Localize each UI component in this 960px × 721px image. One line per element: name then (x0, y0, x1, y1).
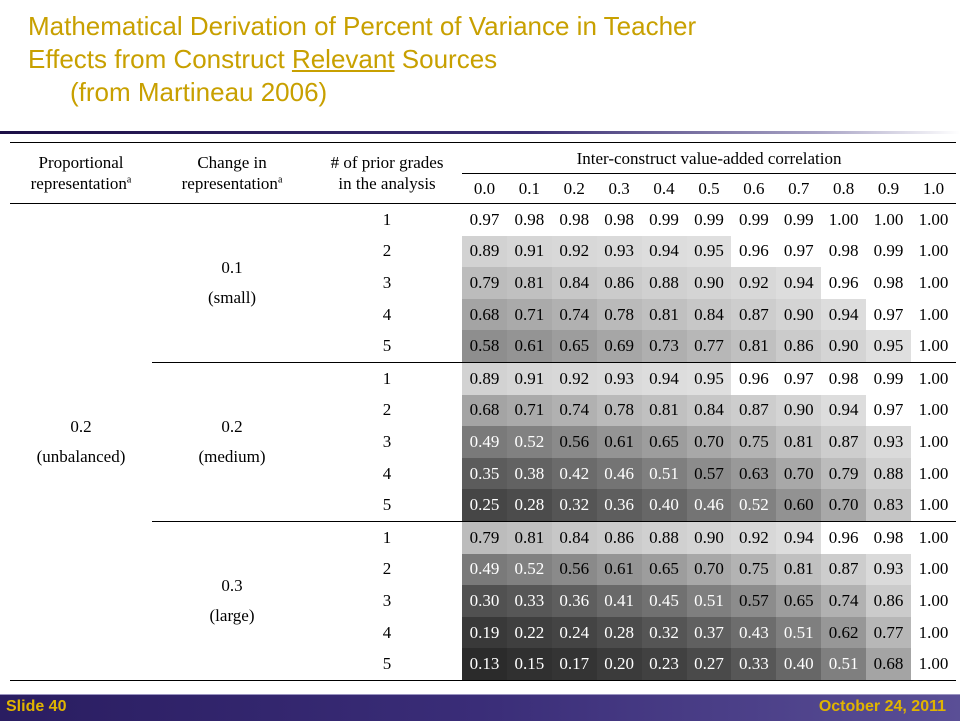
change-representation-cell (152, 362, 312, 521)
correlation-value-cell: 0.90 (776, 395, 821, 427)
correlation-value-cell: 0.84 (552, 267, 597, 299)
correlation-value-cell: 0.51 (776, 617, 821, 649)
correlation-value-cell: 0.93 (597, 362, 642, 394)
correlation-value-cell: 0.81 (731, 330, 776, 362)
correlation-value-cell: 0.24 (552, 617, 597, 649)
correlation-value-cell: 0.40 (776, 648, 821, 680)
correlation-value-cell: 0.90 (776, 299, 821, 331)
correlation-value-cell: 0.45 (642, 585, 687, 617)
correlation-value-cell: 0.36 (597, 489, 642, 521)
correlation-value-cell: 0.86 (866, 585, 911, 617)
correlation-value-cell: 0.94 (821, 395, 866, 427)
header-correlation-value: 0.5 (698, 179, 720, 198)
correlation-value-cell: 0.42 (552, 458, 597, 490)
correlation-value-cell: 0.79 (821, 458, 866, 490)
correlation-value-cell: 0.23 (642, 648, 687, 680)
correlation-value-cell: 1.00 (873, 209, 904, 229)
correlation-value-cell: 0.43 (731, 617, 776, 649)
correlation-value-cell: 0.33 (507, 585, 552, 617)
correlation-value-cell: 0.98 (559, 209, 590, 229)
correlation-value-cell: 0.36 (552, 585, 597, 617)
prior-grades-cell: 1 (312, 362, 462, 394)
correlation-value-cell: 0.94 (776, 267, 821, 299)
correlation-value-cell: 0.98 (828, 241, 859, 261)
correlation-value-cell: 0.99 (866, 362, 911, 394)
correlation-value-cell: 0.22 (507, 617, 552, 649)
header-correlation-value: 0.6 (743, 179, 765, 198)
correlation-value-cell: 0.77 (866, 617, 911, 649)
header-correlation-value: 0.4 (653, 179, 675, 198)
correlation-value-cell: 0.95 (687, 362, 732, 394)
correlation-value-cell: 0.90 (687, 267, 732, 299)
header-change-in-representation: Change in representation$^a$ (181, 153, 283, 193)
correlation-value-cell: 0.91 (507, 362, 552, 394)
correlation-value-cell: 0.70 (821, 489, 866, 521)
correlation-value-cell: 0.98 (514, 209, 545, 229)
correlation-value-cell: 0.49 (462, 426, 507, 458)
correlation-value-cell: 0.99 (694, 209, 724, 229)
correlation-value-cell: 0.75 (731, 426, 776, 458)
correlation-value-cell: 0.99 (649, 209, 679, 229)
change-value: 0.1 (221, 257, 243, 277)
correlation-value-cell: 1.00 (911, 362, 956, 394)
correlation-value-cell: 0.86 (776, 330, 821, 362)
correlation-value-cell: 0.96 (821, 521, 866, 553)
correlation-value-cell: 0.61 (597, 554, 642, 586)
proportional-value: 0.2 (70, 416, 92, 436)
correlation-value-cell: 0.63 (731, 458, 776, 490)
correlation-value-cell: 0.86 (597, 267, 642, 299)
title-citation: (from Martineau 2006) (70, 77, 328, 107)
correlation-value-cell: 0.49 (462, 554, 507, 586)
correlation-value-cell: 0.92 (552, 362, 597, 394)
prior-grades-cell: 4 (382, 304, 392, 324)
correlation-value-cell: 0.40 (642, 489, 687, 521)
correlation-value-cell: 1.00 (918, 209, 949, 229)
prior-grades-cell: 5 (382, 654, 392, 674)
correlation-value-cell: 0.92 (552, 236, 597, 268)
title-line-1: Mathematical Derivation of Percent of Variance in Teacher (28, 11, 697, 41)
header-correlation-value: 0.2 (563, 179, 585, 198)
correlation-value-cell: 0.93 (597, 236, 642, 268)
header-prior-grades: # of prior grades in the analysis (330, 153, 444, 193)
correlation-value-cell: 0.81 (507, 267, 552, 299)
correlation-value-cell: 0.69 (597, 330, 642, 362)
correlation-value-cell: 0.88 (642, 521, 687, 553)
correlation-value-cell: 0.46 (687, 489, 732, 521)
prior-grades-cell: 4 (382, 463, 392, 483)
title-divider (0, 131, 960, 134)
header-correlation-value: 0.1 (518, 179, 540, 198)
correlation-value-cell: 1.00 (918, 590, 949, 610)
correlation-value-cell: 0.51 (821, 648, 866, 680)
correlation-value-cell: 0.96 (738, 241, 769, 261)
correlation-value-cell: 1.00 (918, 622, 949, 642)
correlation-value-cell: 0.90 (687, 521, 732, 553)
correlation-value-cell: 0.70 (687, 554, 732, 586)
correlation-value-cell: 0.81 (507, 521, 552, 553)
correlation-value-cell: 0.94 (642, 362, 687, 394)
correlation-value-cell: 0.68 (462, 299, 507, 331)
correlation-value-cell: 0.91 (507, 236, 552, 268)
correlation-value-cell: 1.00 (918, 336, 949, 356)
correlation-value-cell: 0.74 (552, 299, 597, 331)
change-label: (large) (209, 605, 255, 625)
correlation-value-cell: 0.32 (642, 617, 687, 649)
title-line-2-start: Effects from Construct (28, 44, 292, 74)
correlation-value-cell: 0.68 (866, 648, 911, 680)
title-line-2 (28, 43, 928, 76)
correlation-value-cell: 1.00 (911, 521, 956, 553)
correlation-value-cell: 0.51 (642, 458, 687, 490)
correlation-value-cell: 1.00 (918, 304, 949, 324)
correlation-value-cell: 0.35 (462, 458, 507, 490)
correlation-value-cell: 0.38 (507, 458, 552, 490)
correlation-value-cell: 1.00 (918, 463, 949, 483)
correlation-value-cell: 0.46 (597, 458, 642, 490)
correlation-value-cell: 0.57 (731, 585, 776, 617)
change-value: 0.3 (221, 575, 243, 595)
correlation-value-cell: 0.56 (552, 554, 597, 586)
correlation-value-cell: 0.87 (731, 395, 776, 427)
correlation-value-cell: 0.79 (462, 267, 507, 299)
correlation-value-cell: 0.98 (866, 521, 911, 553)
correlation-value-cell: 0.74 (552, 395, 597, 427)
correlation-value-cell: 0.98 (604, 209, 635, 229)
header-correlation-value: 0.0 (473, 179, 496, 198)
correlation-value-cell: 0.97 (873, 304, 904, 324)
variance-table-container (10, 142, 956, 681)
correlation-value-cell: 0.81 (776, 554, 821, 586)
correlation-value-cell: 0.52 (731, 489, 776, 521)
prior-grades-cell: 2 (382, 241, 392, 261)
change-value: 0.2 (221, 416, 243, 436)
correlation-value-cell: 0.20 (597, 648, 642, 680)
correlation-value-cell: 0.95 (866, 330, 911, 362)
correlation-value-cell: 0.33 (731, 648, 776, 680)
correlation-value-cell: 0.97 (873, 400, 904, 420)
correlation-value-cell: 0.94 (821, 299, 866, 331)
correlation-value-cell: 0.88 (866, 458, 911, 490)
correlation-value-cell: 0.74 (821, 585, 866, 617)
prior-grades-cell: 1 (312, 521, 462, 553)
correlation-value-cell: 0.65 (642, 426, 687, 458)
correlation-value-cell: 0.93 (866, 554, 911, 586)
table-row (10, 204, 956, 236)
change-label: (small) (207, 287, 257, 307)
correlation-value-cell: 0.56 (552, 426, 597, 458)
slide-footer (0, 694, 960, 721)
correlation-value-cell: 0.87 (731, 299, 776, 331)
slide-date: October 24, 2011 (818, 698, 946, 715)
correlation-value-cell: 0.94 (642, 236, 687, 268)
correlation-value-cell: 0.81 (642, 395, 687, 427)
correlation-value-cell: 0.86 (597, 521, 642, 553)
correlation-value-cell: 0.78 (597, 299, 642, 331)
correlation-value-cell: 0.13 (462, 648, 507, 680)
correlation-value-cell: 0.32 (552, 489, 597, 521)
correlation-value-cell: 0.71 (507, 299, 552, 331)
correlation-value-cell: 0.96 (828, 272, 859, 292)
prior-grades-cell: 3 (382, 431, 392, 451)
correlation-value-cell: 0.51 (687, 585, 732, 617)
correlation-value-cell: 0.94 (776, 521, 821, 553)
correlation-value-cell: 0.77 (687, 330, 732, 362)
correlation-value-cell: 0.25 (462, 489, 507, 521)
table-header (10, 143, 956, 204)
correlation-value-cell: 0.89 (462, 362, 507, 394)
correlation-value-cell: 0.73 (642, 330, 687, 362)
prior-grades-cell: 1 (382, 209, 392, 229)
title-line-2-end: Sources (394, 44, 498, 74)
correlation-value-cell: 1.00 (918, 400, 949, 420)
correlation-value-cell: 0.57 (687, 458, 732, 490)
correlation-value-cell: 0.99 (873, 241, 904, 261)
title-underlined-word: Relevant (291, 44, 395, 74)
correlation-value-cell: 0.61 (597, 426, 642, 458)
correlation-value-cell: 0.97 (776, 362, 821, 394)
correlation-value-cell: 0.98 (821, 362, 866, 394)
correlation-value-cell: 0.28 (597, 617, 642, 649)
correlation-value-cell: 0.84 (552, 521, 597, 553)
correlation-value-cell: 0.78 (597, 395, 642, 427)
correlation-value-cell: 0.92 (731, 521, 776, 553)
prior-grades-cell: 4 (382, 622, 392, 642)
correlation-value-cell: 0.87 (821, 426, 866, 458)
correlation-value-cell: 0.84 (687, 395, 732, 427)
prior-grades-cell: 3 (382, 590, 392, 610)
correlation-value-cell: 0.89 (462, 236, 507, 268)
correlation-value-cell: 0.99 (783, 209, 814, 229)
correlation-value-cell: 0.97 (469, 209, 500, 229)
correlation-value-cell: 0.68 (462, 395, 507, 427)
correlation-value-cell: 0.84 (687, 299, 732, 331)
prior-grades-cell: 2 (382, 559, 392, 579)
correlation-value-cell: 0.58 (462, 330, 507, 362)
header-correlation-value: 1.0 (922, 179, 945, 198)
correlation-value-cell: 0.37 (687, 617, 732, 649)
correlation-value-cell: 1.00 (918, 559, 949, 579)
proportional-label: (unbalanced) (36, 446, 126, 466)
header-correlation-value: 0.8 (832, 179, 855, 198)
correlation-value-cell: 1.00 (828, 209, 859, 229)
correlation-value-cell: 1.00 (918, 431, 949, 451)
change-representation-cell (152, 204, 312, 363)
correlation-value-cell: 0.88 (642, 267, 687, 299)
correlation-value-cell: 1.00 (918, 654, 949, 674)
change-label: (medium) (198, 446, 266, 466)
variance-table (10, 142, 956, 681)
table-body (10, 204, 956, 681)
header-correlation-value: 0.7 (788, 179, 810, 198)
correlation-value-cell: 0.62 (821, 617, 866, 649)
correlation-value-cell: 0.60 (776, 489, 821, 521)
correlation-value-cell: 0.99 (738, 209, 769, 229)
correlation-value-cell: 0.96 (731, 362, 776, 394)
change-representation-cell (152, 521, 312, 680)
correlation-value-cell: 1.00 (918, 272, 949, 292)
correlation-value-cell: 0.98 (873, 272, 904, 292)
correlation-value-cell: 0.41 (597, 585, 642, 617)
header-correlation-value: 0.3 (608, 179, 630, 198)
correlation-value-cell: 0.30 (462, 585, 507, 617)
correlation-value-cell: 0.83 (866, 489, 911, 521)
proportional-representation-cell (10, 204, 152, 681)
correlation-value-cell: 0.15 (507, 648, 552, 680)
correlation-value-cell: 0.70 (776, 458, 821, 490)
correlation-value-cell: 0.87 (821, 554, 866, 586)
header-correlation-value: 0.9 (877, 179, 900, 198)
header-inter-construct-correlation: Inter-construct value-added correlation (462, 143, 956, 174)
correlation-value-cell: 0.28 (507, 489, 552, 521)
correlation-value-cell: 0.52 (507, 554, 552, 586)
slide-title (28, 10, 928, 109)
correlation-value-cell: 0.81 (776, 426, 821, 458)
prior-grades-cell: 2 (382, 400, 392, 420)
prior-grades-cell: 3 (382, 272, 392, 292)
correlation-value-cell: 0.93 (866, 426, 911, 458)
correlation-value-cell: 0.52 (507, 426, 552, 458)
correlation-value-cell: 0.97 (783, 241, 814, 261)
header-proportional-representation: Proportional representation$^a$ (30, 153, 132, 193)
correlation-value-cell: 0.65 (776, 585, 821, 617)
table-row (10, 362, 956, 394)
correlation-value-cell: 0.81 (642, 299, 687, 331)
correlation-value-cell: 0.79 (462, 521, 507, 553)
prior-grades-cell: 5 (382, 495, 392, 515)
correlation-value-cell: 0.19 (462, 617, 507, 649)
correlation-value-cell: 0.70 (687, 426, 732, 458)
correlation-value-cell: 0.65 (642, 554, 687, 586)
correlation-value-cell: 0.71 (507, 395, 552, 427)
table-row (10, 521, 956, 553)
correlation-value-cell: 0.90 (821, 330, 866, 362)
correlation-value-cell: 0.61 (507, 330, 552, 362)
slide-number: Slide 40 (6, 698, 67, 715)
correlation-value-cell: 0.75 (731, 554, 776, 586)
correlation-value-cell: 0.65 (552, 330, 597, 362)
correlation-value-cell: 0.95 (687, 236, 732, 268)
correlation-value-cell: 1.00 (918, 241, 949, 261)
correlation-value-cell: 0.27 (687, 648, 732, 680)
correlation-value-cell: 0.17 (552, 648, 597, 680)
prior-grades-cell: 5 (382, 336, 392, 356)
correlation-value-cell: 0.92 (731, 267, 776, 299)
correlation-value-cell: 1.00 (918, 495, 949, 515)
